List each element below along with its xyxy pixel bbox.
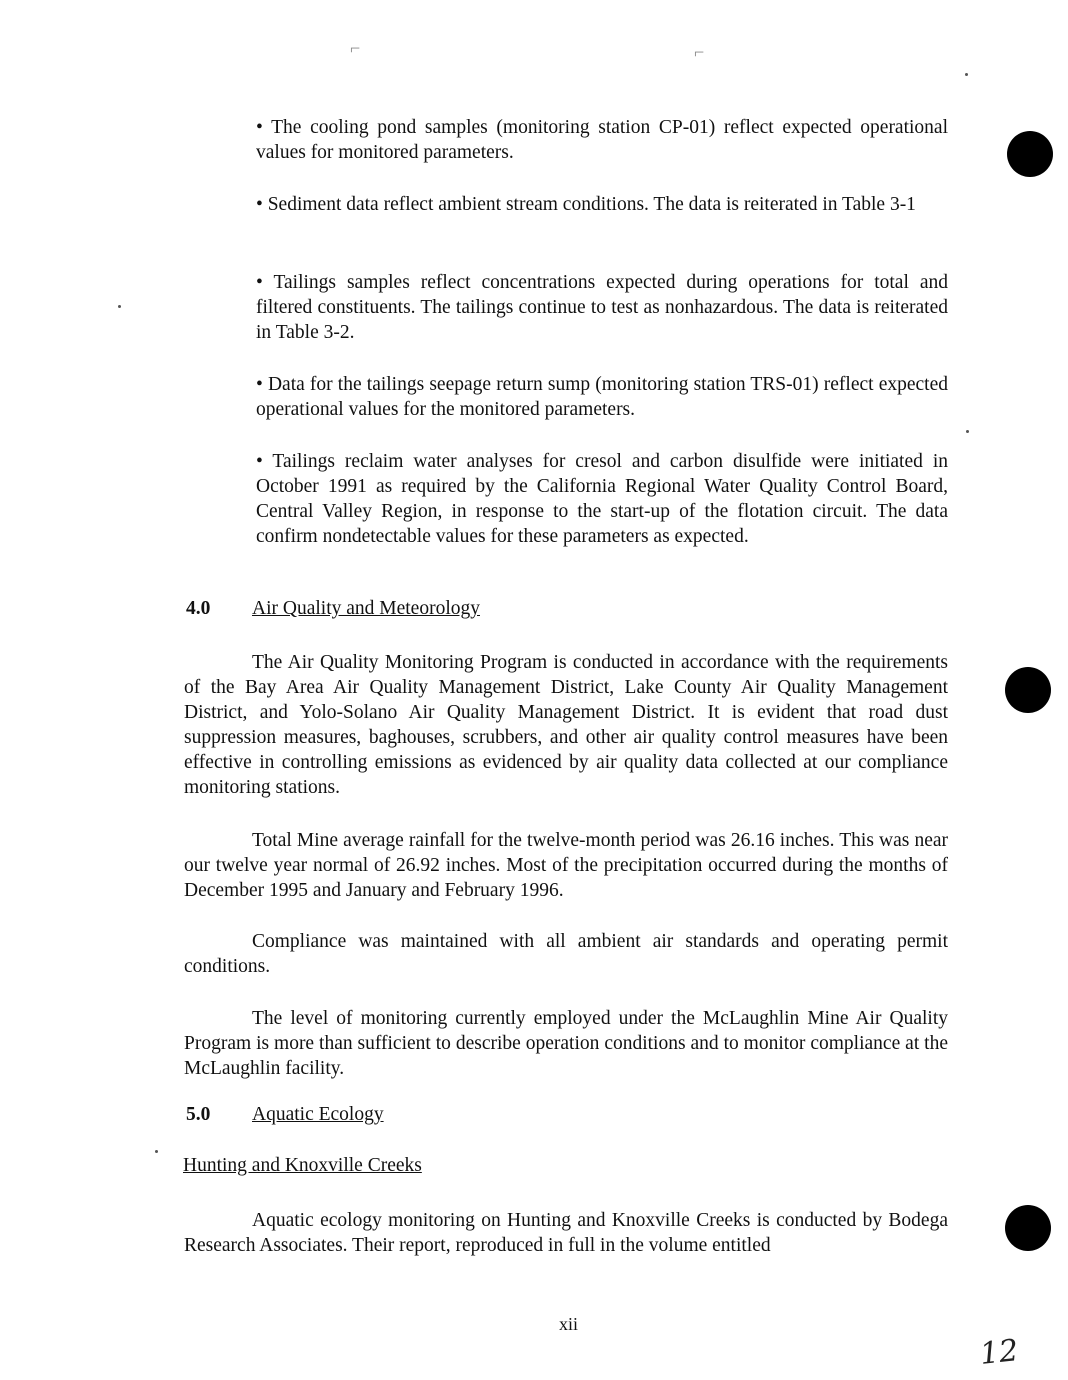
section-5-number: 5.0 xyxy=(186,1104,211,1125)
bullet-seepage-sump: • Data for the tailings seepage return sump (monitoring station TRS-01) reflect expected operational values for the monitored parameters. xyxy=(256,374,948,420)
section-5-heading xyxy=(186,1104,384,1126)
scan-speck xyxy=(118,305,121,308)
section-4-number: 4.0 xyxy=(186,598,211,619)
hunting-knoxville-subheading: Hunting and Knoxville Creeks xyxy=(183,1155,422,1176)
section-4-heading xyxy=(186,598,480,620)
section-5-title: Aquatic Ecology xyxy=(252,1104,384,1125)
scan-mark: ⌐ xyxy=(694,42,705,62)
air-quality-paragraph: The Air Quality Monitoring Program is conducted in accordance with the requirements of the Bay Area Air Quality Management District, Lake County Air Quality Management District, and Yolo-Solano Air Quality Management District. It is evident that road dust suppression measures, baghouses, scrubbers, and other air quality control measures have been effective in controlling emissions as evidenced by air quality data collected at our compliance monitoring stations. xyxy=(184,652,948,798)
bullet-tailings-samples: • Tailings samples reflect concentrations expected during operations for total and filtered constituents. The tailings continue to test as nonhazardous. The data is reiterated in Table 3-2. xyxy=(256,272,948,343)
scan-speck xyxy=(966,430,969,433)
bullet-reclaim-water: • Tailings reclaim water analyses for cresol and carbon disulfide were initiated in October 1991 as required by the California Regional Water Quality Control Board, Central Valley Region, in response to the start-up of the flotation circuit. The data confirm nondetectable values for these parameters as expected. xyxy=(256,451,948,547)
section-4-title: Air Quality and Meteorology xyxy=(252,598,480,619)
handwritten-page-number: 12 xyxy=(978,1333,1020,1372)
page-number: xii xyxy=(559,1314,579,1334)
punch-hole-mark xyxy=(1005,667,1051,713)
scan-speck xyxy=(155,1150,158,1153)
punch-hole-mark xyxy=(1007,131,1053,177)
bullet-sediment: • Sediment data reflect ambient stream conditions. The data is reiterated in Table 3-1 xyxy=(256,194,916,215)
scan-mark: ⌐ xyxy=(350,38,361,58)
scan-speck xyxy=(965,73,968,76)
monitoring-level-paragraph: The level of monitoring currently employed under the McLaughlin Mine Air Quality Program is more than sufficient to describe operation conditions and to monitor compliance at the McLaughlin facility. xyxy=(184,1008,948,1079)
punch-hole-mark xyxy=(1005,1205,1051,1251)
compliance-paragraph: Compliance was maintained with all ambient air standards and operating permit conditions. xyxy=(184,931,948,977)
aquatic-ecology-paragraph: Aquatic ecology monitoring on Hunting and Knoxville Creeks is conducted by Bodega Research Associates. Their report, reproduced in full in the volume entitled xyxy=(184,1210,948,1256)
bullet-cooling-pond: • The cooling pond samples (monitoring station CP-01) reflect expected operational values for monitored parameters. xyxy=(256,117,948,163)
rainfall-paragraph: Total Mine average rainfall for the twelve-month period was 26.16 inches. This was near our twelve year normal of 26.92 inches. Most of the precipitation occurred during the months of December 1995 and January and February 1996. xyxy=(184,830,948,901)
